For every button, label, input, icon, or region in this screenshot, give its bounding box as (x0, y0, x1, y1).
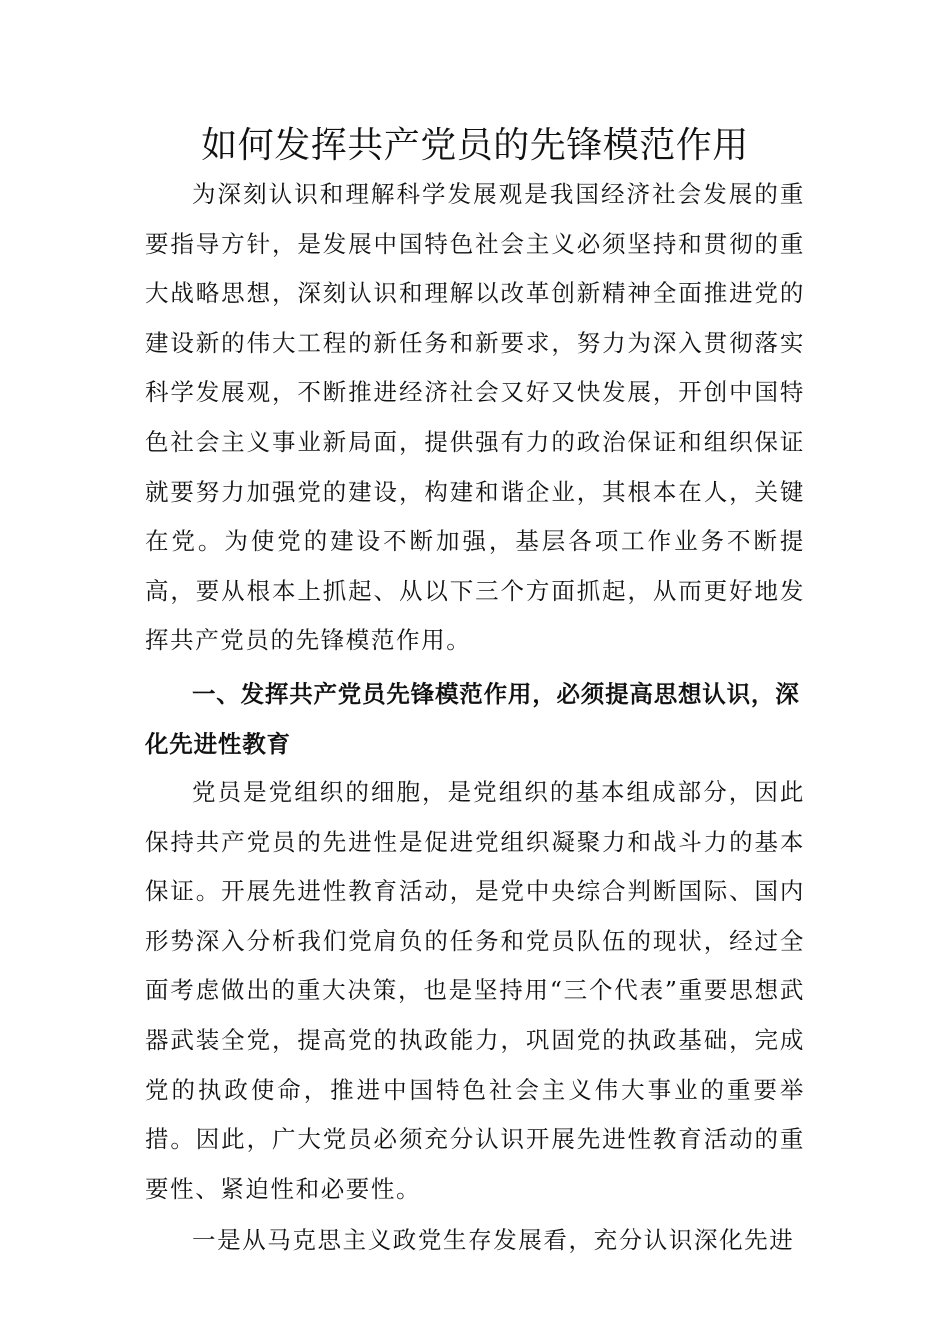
section-heading: 一、发挥共产党员先锋模范作用，必须提高思想认识，深化先进性教育 (145, 680, 800, 758)
intro-paragraph: 为深刻认识和理解科学发展观是我国经济社会发展的重要指导方针，是发展中国特色社会主义必须坚持和贯彻的重大战略思想，深刻认识和理解以改革创新精神全面推进党的建设新的伟大工程的新任务和新要求，努力为深入贯彻落实科学发展观，不断推进经济社会又好又快发展，开创中国特色社会主义事业新局面，提供强有力的政治保证和组织保证就要努力加强党的建设，构建和谐企业，其根本在人，关键在党。为使党的建设不断加强，基层各项工作业务不断提高，要从根本上抓起、从以下三个方面抓起，从而更好地发挥共产党员的先锋模范作用。 (145, 180, 805, 655)
section-paragraph: 党员是党组织的细胞，是党组织的基本组成部分，因此保持共产党员的先进性是促进党组织凝聚力和战斗力的基本保证。开展先进性教育活动，是党中央综合判断国际、国内形势深入分析我们党肩负的任务和党员队伍的现状，经过全面考虑做出的重大决策，也是坚持用“三个代表”重要思想武器武装全党，提高党的执政能力，巩固党的执政基础，完成党的执政使命，推进中国特色社会主义伟大事业的重要举措。因此，广大党员必须充分认识开展先进性教育活动的重要性、紧迫性和必要性。 (145, 778, 805, 1203)
document-title: 如何发挥共产党员的先锋模范作用 (201, 125, 749, 166)
point-one-paragraph: 一是从马克思主义政党生存发展看，充分认识深化先进 (192, 1226, 795, 1254)
